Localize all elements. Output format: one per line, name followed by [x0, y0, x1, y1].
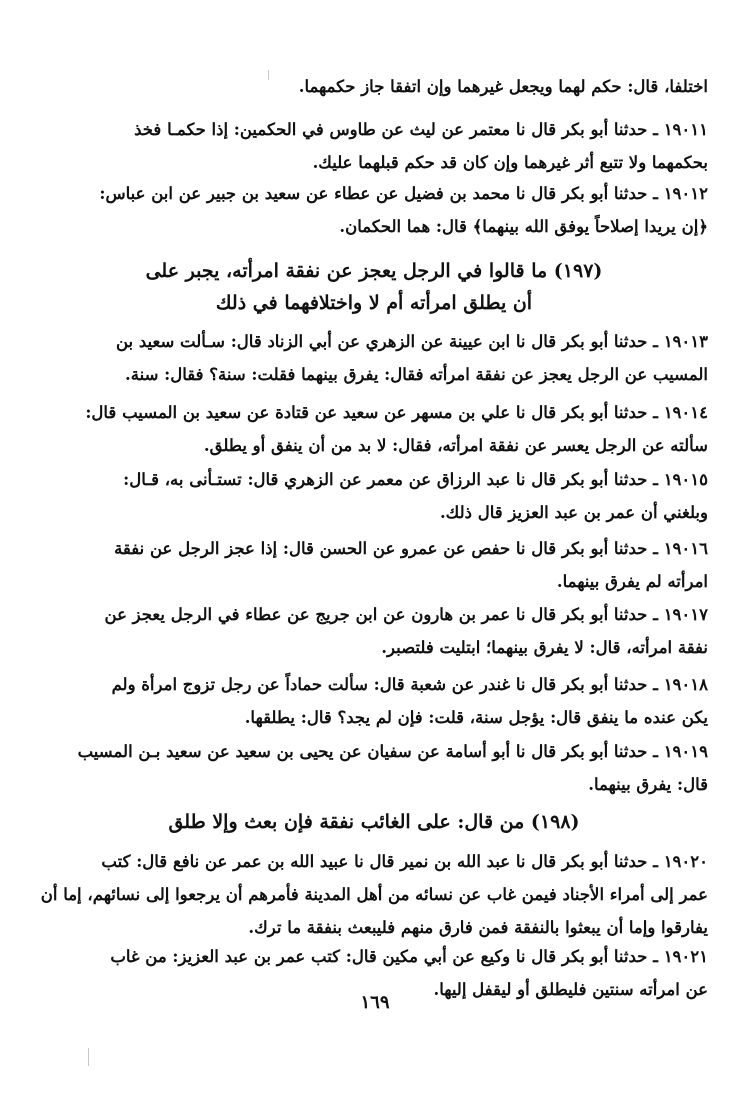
hadith-19019 — [40, 735, 708, 801]
hadith-19020 — [40, 845, 708, 944]
hadith-19016 — [40, 532, 708, 598]
text-line: يكن عنده ما ينفق قال: يؤجل سنة، قلت: فإن لم يجد؟ قال: يطلقها. — [244, 708, 708, 727]
heading-line: (١٩٨) من قال: على الغائب نفقة فإن بعث وإلا طلق — [168, 811, 580, 833]
hadith-19018 — [40, 668, 708, 734]
chapter-heading-198 — [40, 806, 708, 838]
text-line: نفقة امرأته، قال: لا يفرق بينهما؛ ابتليت فلتصبر. — [381, 638, 708, 657]
page-number: ١٦٩ — [360, 992, 390, 1013]
text-line: وبلغني أن عمر بن عبد العزيز قال ذلك. — [439, 503, 708, 522]
text-line: المسيب عن الرجل يعجز عن نفقة امرأته فقال: يفرق بينهما فقلت: سنة؟ فقال: سنة. — [125, 365, 708, 384]
text-line: ١٩٠١٤ ـ حدثنا أبو بكر قال نا علي بن مسهر عن سعيد عن قتادة عن سعيد بن المسيب قال: — [85, 403, 708, 422]
text-line: اختلفا، قال: حكم لهما ويجعل غيرهما وإن اتفقا جاز حكمهما. — [298, 77, 708, 96]
text-line: ١٩٠٢٠ ـ حدثنا أبو بكر قال نا عبد الله بن نمير قال نا عبيد الله بن عمر عن نافع قال: كتب — [101, 852, 708, 871]
text-line: ١٩٠١٩ ـ حدثنا أبو بكر قال نا أبو أسامة عن سفيان عن يحيى بن سعيد عن سعيد بـن المسيب — [77, 742, 708, 761]
text-line: ١٩٠١٦ ـ حدثنا أبو بكر قال نا حفص عن عمرو عن الحسن قال: إذا عجز الرجل عن نفقة — [114, 539, 708, 558]
scan-mark — [88, 1048, 89, 1066]
text-line: يفارقوا وإما أن يبعثوا بالنفقة فمن فارق منهم فليبعث بنفقة ما ترك. — [248, 918, 708, 937]
heading-line: أن يطلق امرأته أم لا واختلافهما في ذلك — [215, 292, 533, 314]
text-line: ١٩٠١٥ ـ حدثنا أبو بكر قال نا عبد الرزاق عن معمر عن الزهري قال: تستـأنى به، قـال: — [123, 470, 708, 489]
hadith-19017 — [40, 598, 708, 664]
hadith-19012 — [40, 177, 708, 243]
hadith-19011 — [40, 113, 708, 179]
text-line: ١٩٠١٣ ـ حدثنا أبو بكر قال نا ابن عيينة عن الزهري عن أبي الزناد قال: سـألت سعيد بن — [115, 332, 708, 351]
hadith-19013 — [40, 325, 708, 391]
heading-line: (١٩٧) ما قالوا في الرجل يعجز عن نفقة امرأته، يجبر على — [145, 260, 603, 282]
text-line: عمر إلى أمراء الأجناد فيمن غاب عن نسائه من أهل المدينة فأمرهم أن يرجعوا إلى نسائهم، إما أن — [40, 885, 708, 904]
text-line: امرأته لم يفرق بينهما. — [556, 572, 708, 591]
text-line: عن امرأته سنتين فليطلق أو ليقفل إليها. — [433, 980, 708, 999]
text-line: ١٩٠٢١ ـ حدثنا أبو بكر قال نا وكيع عن أبي مكين قال: كتب عمر بن عبد العزيز: من غاب — [110, 947, 708, 966]
text-line: بحكمهما ولا تتبع أثر غيرهما وإن كان قد حكم قبلهما عليك. — [312, 153, 708, 172]
text-line: قال: يفرق بينهما. — [588, 775, 708, 794]
hadith-19014 — [40, 396, 708, 462]
text-line: ١٩٠١٢ ـ حدثنا أبو بكر قال نا محمد بن فضيل عن عطاء عن سعيد بن جبير عن ابن عباس: — [99, 184, 708, 203]
text-line: ١٩٠١١ ـ حدثنا أبو بكر قال نا معتمر عن ليث عن طاوس في الحكمين: إذا حكمـا فخذ — [134, 120, 708, 139]
text-line: سألته عن الرجل يعسر عن نفقة امرأته، فقال: لا بد من أن ينفق أو يطلق. — [203, 436, 708, 455]
text-line: ١٩٠١٧ ـ حدثنا أبو بكر قال نا عمر بن هارون عن ابن جريج عن عطاء في الرجل يعجز عن — [104, 605, 708, 624]
text-line: ﴿إن يريدا إصلاحاً يوفق الله بينهما﴾ قال: هما الحكمان. — [339, 217, 708, 236]
hadith-19015 — [40, 463, 708, 529]
text-line: ١٩٠١٨ ـ حدثنا أبو بكر قال نا غندر عن شعبة قال: سألت حماداً عن رجل تزوج امرأة ولم — [111, 675, 708, 694]
paragraph-continuation — [40, 70, 708, 103]
chapter-heading-197 — [40, 255, 708, 319]
